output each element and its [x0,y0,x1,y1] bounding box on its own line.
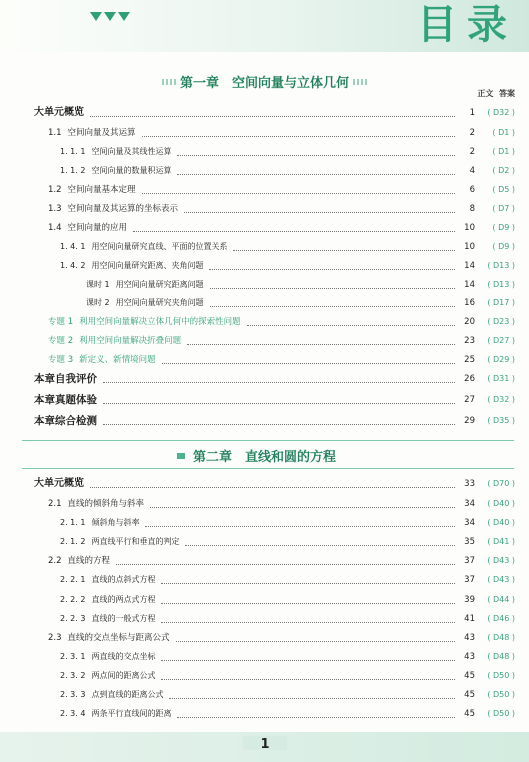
toc-entry-label: 空间向量及其运算 [67,128,136,138]
toc-entry-title [60,516,139,530]
toc-page-number: 27 [464,395,475,405]
chapter-1-title: 第一章 空间向量与立体几何 [162,72,367,91]
toc-entry-title [34,477,84,491]
leader-dots [161,621,455,623]
toc-entry-label: 利用空间向量解决折叠问题 [79,336,182,346]
toc-page-number: 34 [464,499,475,509]
toc-entry-number: 2. 3. 1 [60,652,86,661]
toc-entry-title [60,573,155,587]
toc-entry[interactable] [0,688,529,702]
toc-answer-page: ( D31 ) [487,374,515,383]
toc-answer-page: ( D48 ) [487,633,515,642]
toc-entry[interactable] [0,353,529,367]
toc-page-number: 37 [464,556,475,566]
toc-page-number: 14 [464,261,475,271]
toc-entry-label: 空间向量的应用 [67,223,128,233]
leader-dots [103,402,455,404]
toc-answer-page: ( D1 ) [492,128,515,137]
toc-entry-label: 点到直线的距离公式 [91,690,164,699]
toc-page-number: 39 [464,595,475,605]
toc-page-number: 34 [464,518,475,528]
toc-entry-label: 大单元概览 [34,107,84,118]
toc-entry[interactable] [0,296,529,310]
toc-entry-number: 2. 1. 2 [60,537,86,546]
toc-page-number: 29 [464,416,475,426]
column-header-answer: 答案 [499,89,515,98]
toc-answer-page: ( D9 ) [492,223,515,232]
toc-answer-page: ( D23 ) [487,317,515,326]
toc-entry-label: 空间向量的数量积运算 [91,166,172,175]
toc-entry[interactable] [0,240,529,254]
toc-entry-label: 倾斜角与斜率 [91,518,140,527]
toc-entry[interactable] [0,106,529,120]
toc-entry-number: 2. 3. 4 [60,709,86,718]
leader-dots [90,486,455,488]
toc-entry-number: 1. 1. 2 [60,166,86,175]
toc-entry[interactable] [0,631,529,645]
toc-answer-page: ( D46 ) [487,614,515,623]
toc-page-number: 10 [464,223,475,233]
toc-entry-number: 2. 2. 2 [60,595,86,604]
toc-page-number: 10 [464,242,475,252]
toc-entry-title [48,202,178,216]
toc-entry[interactable] [0,593,529,607]
toc-entry-title [34,393,97,407]
leader-dots [161,582,455,584]
toc-answer-page: ( D50 ) [487,690,515,699]
chapter-2-heading [0,446,529,465]
toc-page-number: 43 [464,633,475,643]
toc-entry-number: 2.2 [48,556,62,566]
toc-entry-title [48,126,136,140]
toc-entry[interactable] [0,573,529,587]
leader-dots [161,659,455,661]
toc-answer-page: ( D70 ) [487,479,515,488]
toc-entry-number: 1.3 [48,204,62,214]
toc-entry-title [60,688,163,702]
toc-page-number: 8 [469,204,475,214]
toc-page-number: 6 [469,185,475,195]
toc-entry-number: 专题 2 [48,336,74,346]
leader-dots [210,287,455,289]
leader-dots [142,135,455,137]
toc-entry-title [34,414,97,428]
leader-dots [233,249,455,251]
leader-dots [103,381,455,383]
toc-entry-number: 2.3 [48,633,62,643]
toc-entry-number: 2.1 [48,499,62,509]
toc-entry-label: 两直线的交点坐标 [91,652,156,661]
toc-entry-label: 直线的交点坐标与距离公式 [67,633,170,643]
leader-dots [161,678,455,680]
toc-entry-number: 2. 3. 3 [60,690,86,699]
chapter-divider [22,468,514,469]
toc-page-number: 26 [464,374,475,384]
toc-answer-page: ( D35 ) [487,416,515,425]
toc-page-number: 4 [469,166,475,176]
toc-entry[interactable] [0,393,529,407]
toc-page-number: 45 [464,671,475,681]
toc-entry-title [48,554,110,568]
toc-entry-title [48,497,144,511]
leader-dots [177,173,455,175]
toc-entry-number: 1. 4. 1 [60,242,86,251]
toc-entry[interactable] [0,477,529,491]
leader-dots [184,211,455,213]
chapter-divider [22,440,514,441]
toc-answer-page: ( D41 ) [487,537,515,546]
toc-page-number: 2 [469,147,475,157]
toc-answer-page: ( D32 ) [487,395,515,404]
leader-dots [162,362,455,364]
toc-page-number: 23 [464,336,475,346]
toc-entry-title [48,334,181,348]
leader-dots [177,154,455,156]
toc-entry-title [60,593,155,607]
toc-entry-number: 1.4 [48,223,62,233]
toc-entry-title [60,259,203,273]
toc-page-number: 14 [464,280,475,290]
page-number: 1 [260,737,270,752]
toc-entry-number: 2. 3. 2 [60,671,86,680]
toc-answer-page: ( D44 ) [487,595,515,604]
triangle-decor-icon [90,12,102,21]
toc-answer-page: ( D9 ) [492,242,515,251]
toc-entry-label: 直线的点斜式方程 [91,575,156,584]
toc-entry-label: 本章自我评价 [34,373,97,385]
leader-dots [150,506,455,508]
toc-page-number: 2 [469,128,475,138]
toc-entry-title [60,240,227,254]
toc-entry-number: 专题 1 [48,317,74,327]
column-headers [477,88,515,99]
toc-answer-page: ( D7 ) [492,204,515,213]
toc-answer-page: ( D2 ) [492,166,515,175]
toc-answer-page: ( D13 ) [487,261,515,270]
toc-answer-page: ( D27 ) [487,336,515,345]
toc-page-number: 20 [464,317,475,327]
toc-entry[interactable] [0,372,529,386]
toc-page-number: 1 [469,108,475,118]
chapter-2-title: 第二章 直线和圆的方程 [175,446,354,465]
toc-entry-title [60,707,171,721]
toc-page-number: 16 [464,298,475,308]
leader-dots [161,602,455,604]
toc-entry-title [86,278,204,292]
toc-answer-page: ( D40 ) [487,518,515,527]
toc-entry-title [60,612,155,626]
toc-entry[interactable] [0,497,529,511]
toc-entry-number: 1.2 [48,185,62,195]
toc-entry-number: 专题 3 [48,355,74,365]
toc-page-number: 35 [464,537,475,547]
toc-entry-label: 直线的倾斜角与斜率 [67,499,145,509]
toc-entry[interactable] [0,202,529,216]
toc-entry-label: 两点间的距离公式 [91,671,156,680]
leader-dots [210,305,455,307]
toc-answer-page: ( D5 ) [492,185,515,194]
chapter-1-heading [0,72,529,91]
toc-entry[interactable] [0,707,529,721]
toc-entry-label: 利用空间向量解决立体几何中的探索性问题 [79,317,241,327]
toc-entry[interactable] [0,164,529,178]
toc-entry-label: 空间向量及其线性运算 [91,147,172,156]
toc-entry-number: 1. 1. 1 [60,147,86,156]
toc-entry-label: 用空间向量研究直线、平面的位置关系 [91,242,228,251]
toc-entry[interactable] [0,183,529,197]
toc-answer-page: ( D29 ) [487,355,515,364]
leader-dots [209,268,455,270]
toc-entry-label: 用空间向量研究距离、夹角问题 [91,261,204,270]
toc-entry-number: 2. 2. 1 [60,575,86,584]
leader-dots [116,563,455,565]
toc-entry-title [60,669,155,683]
toc-answer-page: ( D43 ) [487,556,515,565]
leader-dots [142,192,455,194]
toc-entry-title [34,106,84,120]
toc-entry-label: 直线的两点式方程 [91,595,156,604]
leader-dots [177,716,455,718]
toc-answer-page: ( D17 ) [487,298,515,307]
toc-entry-title [48,353,156,367]
toc-entry-label: 新定义、新情境问题 [79,355,156,365]
leader-dots [169,697,455,699]
toc-entry-title [60,650,155,664]
toc-entry-title [34,372,97,386]
toc-entry-title [48,183,136,197]
toc-entry-title [48,221,127,235]
toc-answer-page: ( D13 ) [487,280,515,289]
leader-dots [133,230,455,232]
toc-entry-label: 直线的一般式方程 [91,614,156,623]
toc-entry-number: 课时 1 [86,280,110,289]
toc-entry[interactable] [0,126,529,140]
toc-page-number: 43 [464,652,475,662]
toc-entry-number: 2. 1. 1 [60,518,86,527]
toc-entry[interactable] [0,221,529,235]
toc-answer-page: ( D32 ) [487,108,515,117]
toc-answer-page: ( D50 ) [487,709,515,718]
toc-entry-title [60,535,179,549]
toc-entry[interactable] [0,612,529,626]
leader-dots [185,544,455,546]
toc-entry[interactable] [0,334,529,348]
leader-dots [90,115,455,117]
toc-entry[interactable] [0,315,529,329]
leader-dots [103,423,455,425]
page-title: 目录 [417,2,517,48]
toc-entry[interactable] [0,669,529,683]
toc-entry[interactable] [0,650,529,664]
toc-entry-label: 本章综合检测 [34,415,97,427]
toc-answer-page: ( D48 ) [487,652,515,661]
toc-entry-number: 1. 4. 2 [60,261,86,270]
toc-entry[interactable] [0,278,529,292]
toc-entry-label: 空间向量及其运算的坐标表示 [67,204,179,214]
toc-answer-page: ( D40 ) [487,499,515,508]
toc-entry-label: 大单元概览 [34,478,84,489]
toc-entry-label: 用空间向量研究距离问题 [115,280,204,289]
toc-entry[interactable] [0,414,529,428]
toc-answer-page: ( D43 ) [487,575,515,584]
toc-page-number: 33 [464,479,475,489]
toc-entry-title [86,296,204,310]
toc-entry-number: 课时 2 [86,298,110,307]
column-header-text: 正文 [477,89,494,98]
leader-dots [176,640,455,642]
toc-entry-title [48,631,170,645]
toc-answer-page: ( D1 ) [492,147,515,156]
toc-entry-label: 直线的方程 [67,556,111,566]
toc-page-number: 37 [464,575,475,585]
toc-entry-label: 本章真题体验 [34,394,97,406]
toc-page-number: 41 [464,614,475,624]
toc-entry[interactable] [0,516,529,530]
toc-entry[interactable] [0,554,529,568]
toc-page-number: 45 [464,709,475,719]
toc-entry-label: 用空间向量研究夹角问题 [115,298,204,307]
toc-entry-title [48,315,241,329]
toc-entry-label: 空间向量基本定理 [67,185,136,195]
leader-dots [187,343,455,345]
toc-entry-label: 两条平行直线间的距离 [91,709,172,718]
leader-dots [247,324,455,326]
toc-page-number: 45 [464,690,475,700]
toc-page-number: 25 [464,355,475,365]
toc-entry-number: 2. 2. 3 [60,614,86,623]
triangle-decor-icon [104,12,116,21]
triangle-decor-icon [118,12,130,21]
toc-entry[interactable] [0,535,529,549]
toc-entry-title [60,145,171,159]
leader-dots [145,525,455,527]
toc-entry[interactable] [0,145,529,159]
toc-entry[interactable] [0,259,529,273]
toc-answer-page: ( D50 ) [487,671,515,680]
toc-entry-title [60,164,171,178]
toc-entry-number: 1.1 [48,128,62,138]
toc-entry-label: 两直线平行和垂直的判定 [91,537,180,546]
